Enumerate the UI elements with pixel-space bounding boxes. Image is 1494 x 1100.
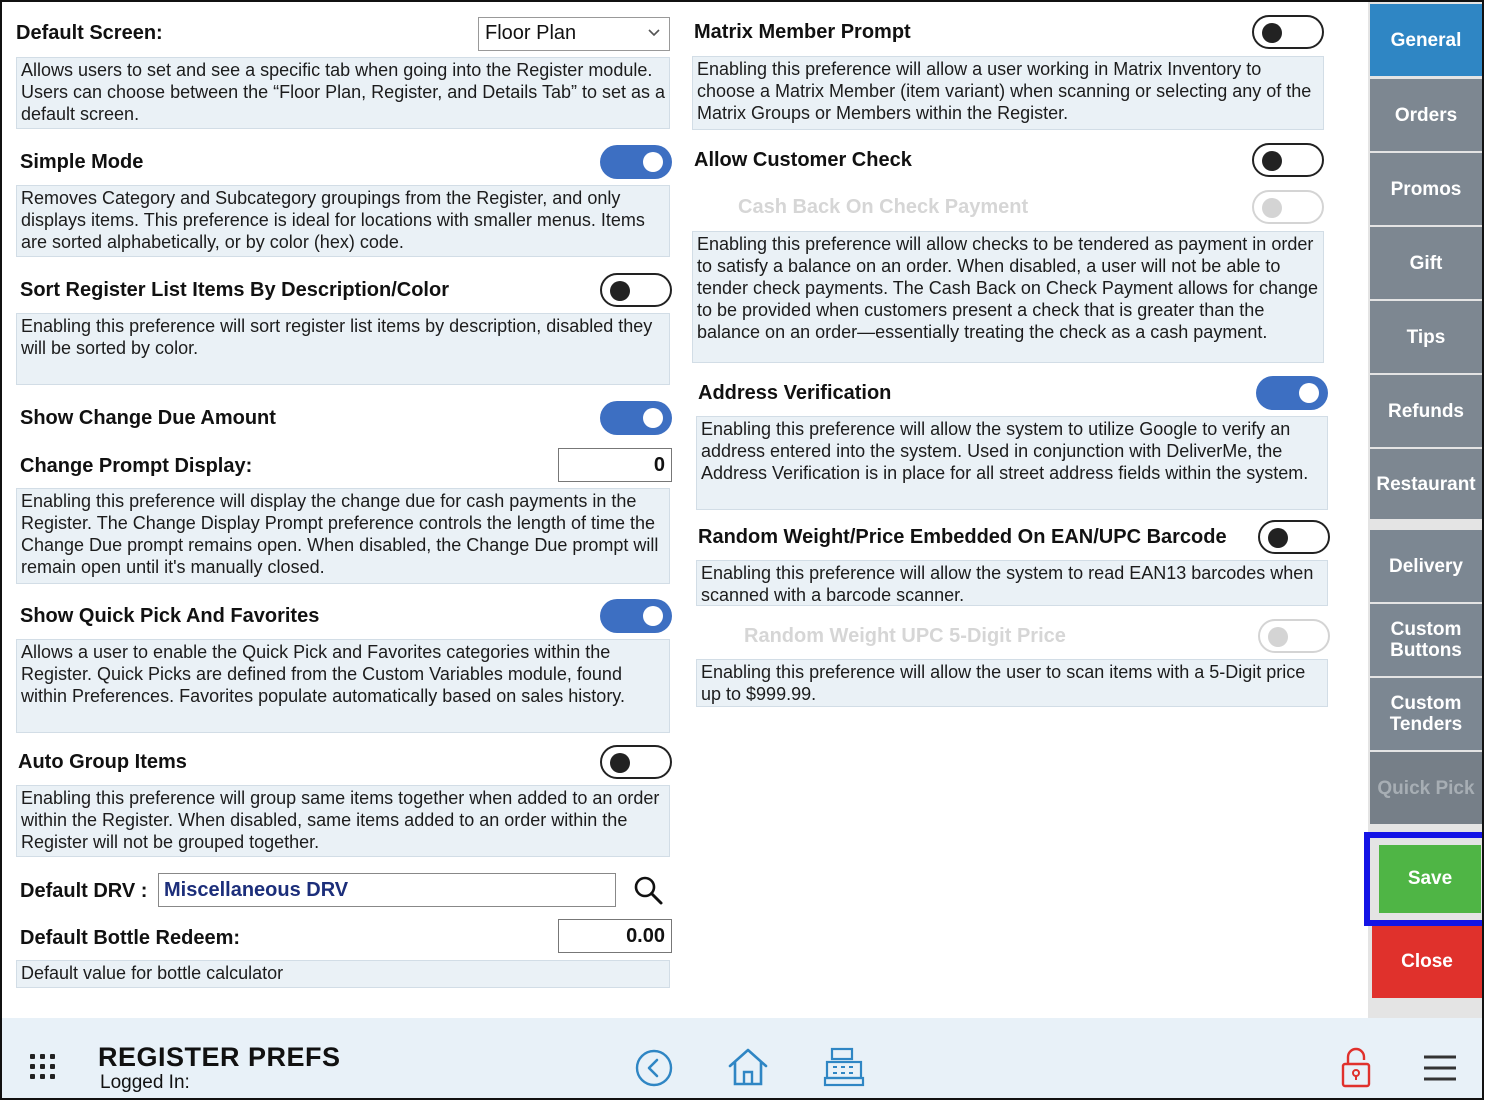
preferences-panel — [2, 2, 1368, 1018]
bottle-redeem-description: Default value for bottle calculator — [16, 960, 670, 988]
toggle-knob — [643, 606, 663, 626]
toggle-knob — [610, 281, 630, 301]
auto-group-description: Enabling this preference will group same items together when added to an order within the Register. When disabled, same items added to an order within the Register will not be grouped together. — [16, 785, 670, 857]
simple-mode-toggle[interactable] — [600, 145, 672, 179]
footer-bar — [2, 1018, 1484, 1100]
cash-back-label: Cash Back On Check Payment — [738, 196, 1029, 218]
default-screen-value: Floor Plan — [485, 22, 577, 44]
tab-gift[interactable]: Gift — [1370, 227, 1482, 299]
bottle-redeem-label: Default Bottle Redeem: — [20, 927, 241, 949]
customer-check-toggle[interactable] — [1252, 143, 1324, 177]
tab-quick-pick[interactable]: Quick Pick — [1370, 752, 1482, 824]
lock-icon[interactable] — [1338, 1046, 1374, 1095]
toggle-knob — [1262, 23, 1282, 43]
logged-in-label: Logged In: — [100, 1072, 190, 1093]
tab-general[interactable]: General — [1370, 4, 1482, 76]
simple-mode-label: Simple Mode — [20, 151, 144, 173]
default-drv-label: Default DRV : — [20, 880, 148, 902]
tab-custom-tenders[interactable]: Custom Tenders — [1370, 678, 1482, 750]
customer-check-description: Enabling this preference will allow checks to be tendered as payment in order to satisfy a balance on an order. When disabled, a user will not be able to tender check payments. The Cash Back on Check Payment allows for change to be provided when customers present a check that is greater than the balance on an order—essentially treating the check as a cash payment. — [692, 231, 1324, 363]
save-button[interactable]: Save — [1379, 845, 1481, 913]
change-prompt-label: Change Prompt Display: — [20, 455, 253, 477]
toggle-knob — [643, 152, 663, 172]
tab-delivery[interactable]: Delivery — [1370, 530, 1482, 602]
auto-group-toggle[interactable] — [600, 745, 672, 779]
toggle-knob — [1299, 383, 1319, 403]
tab-tips[interactable]: Tips — [1370, 301, 1482, 373]
home-icon[interactable] — [726, 1046, 770, 1093]
matrix-member-description: Enabling this preference will allow a user working in Matrix Inventory to choose a Matrix Member (item variant) when scanning or selecting any of the Matrix Groups or Members within the Register. — [692, 56, 1324, 130]
address-verification-label: Address Verification — [698, 382, 892, 404]
auto-group-label: Auto Group Items — [18, 751, 187, 773]
toggle-knob — [1262, 198, 1282, 218]
random-weight-upc-toggle[interactable] — [1258, 619, 1330, 653]
toggle-knob — [1268, 528, 1288, 548]
sort-register-label: Sort Register List Items By Description/Color — [20, 279, 449, 301]
hamburger-icon[interactable] — [1422, 1054, 1458, 1087]
toggle-knob — [1268, 627, 1288, 647]
random-weight-toggle[interactable] — [1258, 520, 1330, 554]
tab-restaurant[interactable]: Restaurant — [1370, 449, 1482, 519]
sort-register-description: Enabling this preference will sort register list items by description, disabled they will be sorted by color. — [16, 313, 670, 385]
cash-back-toggle[interactable] — [1252, 190, 1324, 224]
customer-check-label: Allow Customer Check — [694, 149, 912, 171]
back-circle-icon[interactable] — [634, 1048, 674, 1093]
default-screen-description: Allows users to set and see a specific tab when going into the Register module. Users can choose between the “Floor Plan, Register, and Details Tab” to set as a default screen. — [16, 57, 670, 129]
search-icon[interactable] — [632, 874, 664, 911]
sort-register-toggle[interactable] — [600, 273, 672, 307]
random-weight-upc-description: Enabling this preference will allow the user to scan items with a 5-Digit price up to $999.99. — [696, 659, 1328, 707]
toggle-knob — [643, 408, 663, 428]
random-weight-description: Enabling this preference will allow the system to read EAN13 barcodes when scanned with a barcode scanner. — [696, 560, 1328, 606]
close-button[interactable]: Close — [1372, 926, 1482, 998]
tab-promos[interactable]: Promos — [1370, 153, 1482, 225]
matrix-member-toggle[interactable] — [1252, 15, 1324, 49]
default-screen-select[interactable] — [478, 17, 670, 51]
default-screen-label: Default Screen: — [16, 22, 163, 44]
simple-mode-description: Removes Category and Subcategory groupings from the Register, and only displays items. This preference is ideal for locations with smaller menus. Items are sorted alphabetically, or by color (hex) code. — [16, 185, 670, 257]
tab-refunds[interactable]: Refunds — [1370, 375, 1482, 447]
address-verification-toggle[interactable] — [1256, 376, 1328, 410]
address-verification-description: Enabling this preference will allow the system to utilize Google to verify an address entered into the system. Used in conjunction with DeliverMe, the Address Verification is in place for all street address fields within the system. — [696, 416, 1328, 510]
show-change-due-toggle[interactable] — [600, 401, 672, 435]
quick-pick-label: Show Quick Pick And Favorites — [20, 605, 320, 627]
chevron-down-icon — [647, 18, 661, 58]
tab-orders[interactable]: Orders — [1370, 79, 1482, 151]
random-weight-label: Random Weight/Price Embedded On EAN/UPC Barcode — [698, 526, 1227, 548]
default-drv-input[interactable]: Miscellaneous DRV — [158, 873, 616, 907]
quick-pick-toggle[interactable] — [600, 599, 672, 633]
quick-pick-description: Allows a user to enable the Quick Pick and Favorites categories within the Register. Quick Picks are defined from the Custom Variables module, found within Preferences. Favorites populate automatically based on sales history. — [16, 639, 670, 733]
toggle-knob — [610, 753, 630, 773]
register-icon[interactable] — [822, 1046, 866, 1093]
matrix-member-label: Matrix Member Prompt — [694, 21, 911, 43]
random-weight-upc-label: Random Weight UPC 5-Digit Price — [744, 625, 1066, 647]
page-title: REGISTER PREFS — [98, 1042, 341, 1072]
show-change-due-label: Show Change Due Amount — [20, 407, 276, 429]
tab-custom-buttons[interactable]: Custom Buttons — [1370, 604, 1482, 676]
toggle-knob — [1262, 151, 1282, 171]
change-prompt-input[interactable]: 0 — [558, 448, 672, 482]
change-prompt-description: Enabling this preference will display the change due for cash payments in the Register. The Change Display Prompt preference controls the length of time the Change Due prompt remains open. When disabled, the Change Due prompt will remain open until it's manually closed. — [16, 488, 670, 584]
bottle-redeem-input[interactable]: 0.00 — [558, 919, 672, 953]
